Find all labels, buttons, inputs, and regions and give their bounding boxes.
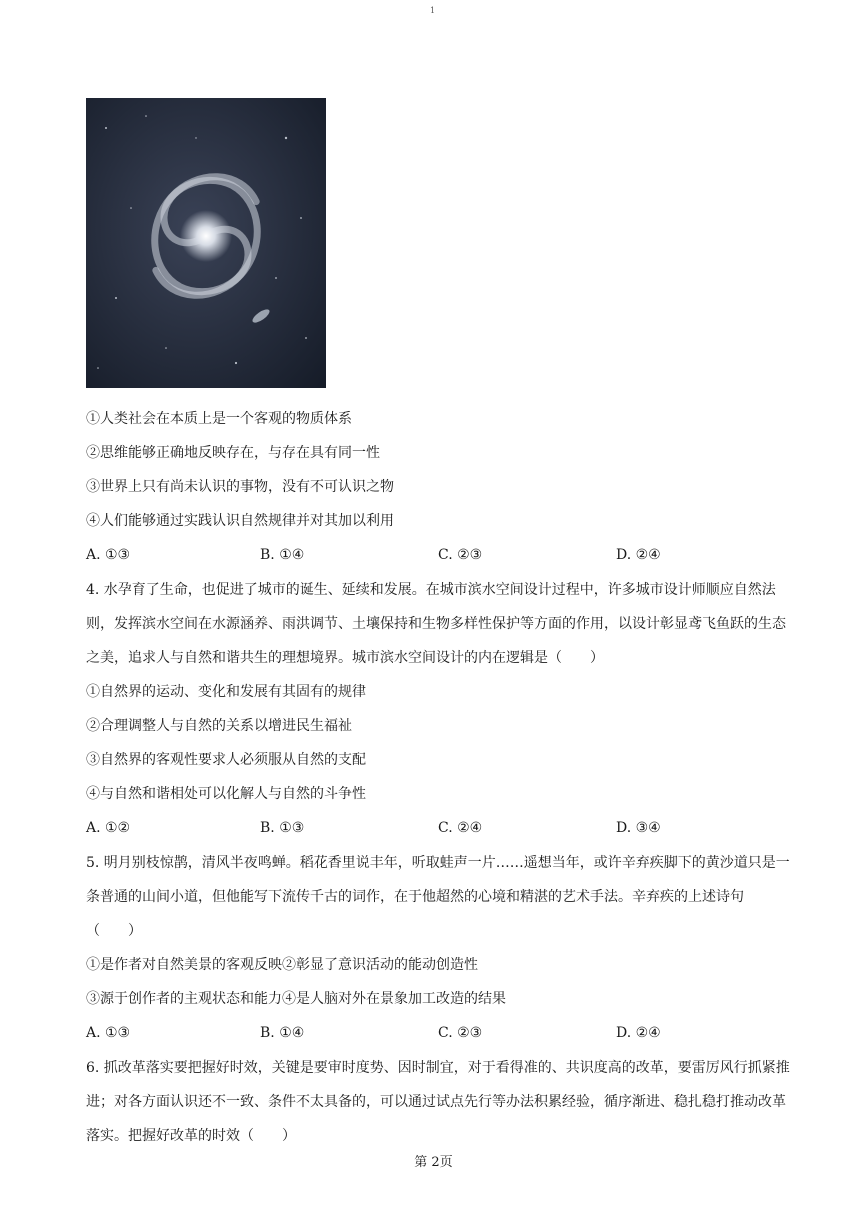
q5-option-a: A. ①③ <box>86 1025 131 1041</box>
q3-option-b: B. ①④ <box>260 547 305 563</box>
header-mark: 1 <box>430 6 436 15</box>
q4-statement-2: ②合理调整人与自然的关系以增进民生福祉 <box>86 718 352 734</box>
q4-statement-4: ④与自然和谐相处可以化解人与自然的斗争性 <box>86 786 366 802</box>
q3-option-c: C. ②③ <box>438 547 483 563</box>
q3-option-d: D. ②④ <box>616 547 661 563</box>
q5-option-b: B. ①④ <box>260 1025 305 1041</box>
q3-statement-3: ③世界上只有尚未认识的事物，没有不可认识之物 <box>86 479 394 495</box>
q3-statement-4: ④人们能够通过实践认识自然规律并对其加以利用 <box>86 513 394 529</box>
q4-option-a: A. ①② <box>86 820 131 836</box>
q6-stem: 6. 抓改革落实要把握好时效，关键是要审时度势、因时制宜，对于看得准的、共识度高的改革，要雷厉风行抓紧推进；对各方面认识还不一致、条件不太具备的，可以通过试点先行等办法积累经验，循序渐进、稳扎稳打推动改革落实。把握好改革的时效（ ） <box>86 1060 790 1144</box>
q4-option-d: D. ③④ <box>616 820 661 836</box>
q5-option-d: D. ②④ <box>616 1025 661 1041</box>
spiral-galaxy-image <box>86 98 326 388</box>
q4-option-b: B. ①③ <box>260 820 305 836</box>
q4-statement-3: ③自然界的客观性要求人必须服从自然的支配 <box>86 752 366 768</box>
q3-option-a: A. ①③ <box>86 547 131 563</box>
q5-stem: 5. 明月别枝惊鹊，清风半夜鸣蝉。稻花香里说丰年，听取蛙声一片……遥想当年，或许辛弃疾脚下的黄沙道只是一条普通的山间小道，但他能写下流传千古的词作，在于他超然的心境和精湛的艺术手法。辛弃疾的上述诗句（ ） <box>86 855 790 939</box>
q3-statement-2: ②思维能够正确地反映存在，与存在具有同一性 <box>86 445 380 461</box>
q4-statement-1: ①自然界的运动、变化和发展有其固有的规律 <box>86 684 366 700</box>
q5-statement-1: ①是作者对自然美景的客观反映②彰显了意识活动的能动创造性 <box>86 957 478 973</box>
q3-statement-1: ①人类社会在本质上是一个客观的物质体系 <box>86 411 352 427</box>
q4-option-c: C. ②④ <box>438 820 483 836</box>
q5-option-c: C. ②③ <box>438 1025 483 1041</box>
q4-stem: 4. 水孕育了生命，也促进了城市的诞生、延续和发展。在城市滨水空间设计过程中，许多城市设计师顺应自然法则，发挥滨水空间在水源涵养、雨洪调节、土壤保持和生物多样性保护等方面的作用，以设计彰显鸢飞鱼跃的生态之美，追求人与自然和谐共生的理想境界。城市滨水空间设计的内在逻辑是（ ） <box>86 582 786 666</box>
q5-statement-2: ③源于创作者的主观状态和能力④是人脑对外在景象加工改造的结果 <box>86 991 506 1007</box>
galaxy-photo <box>86 98 326 388</box>
page-number: 第 2页 <box>414 1155 453 1170</box>
